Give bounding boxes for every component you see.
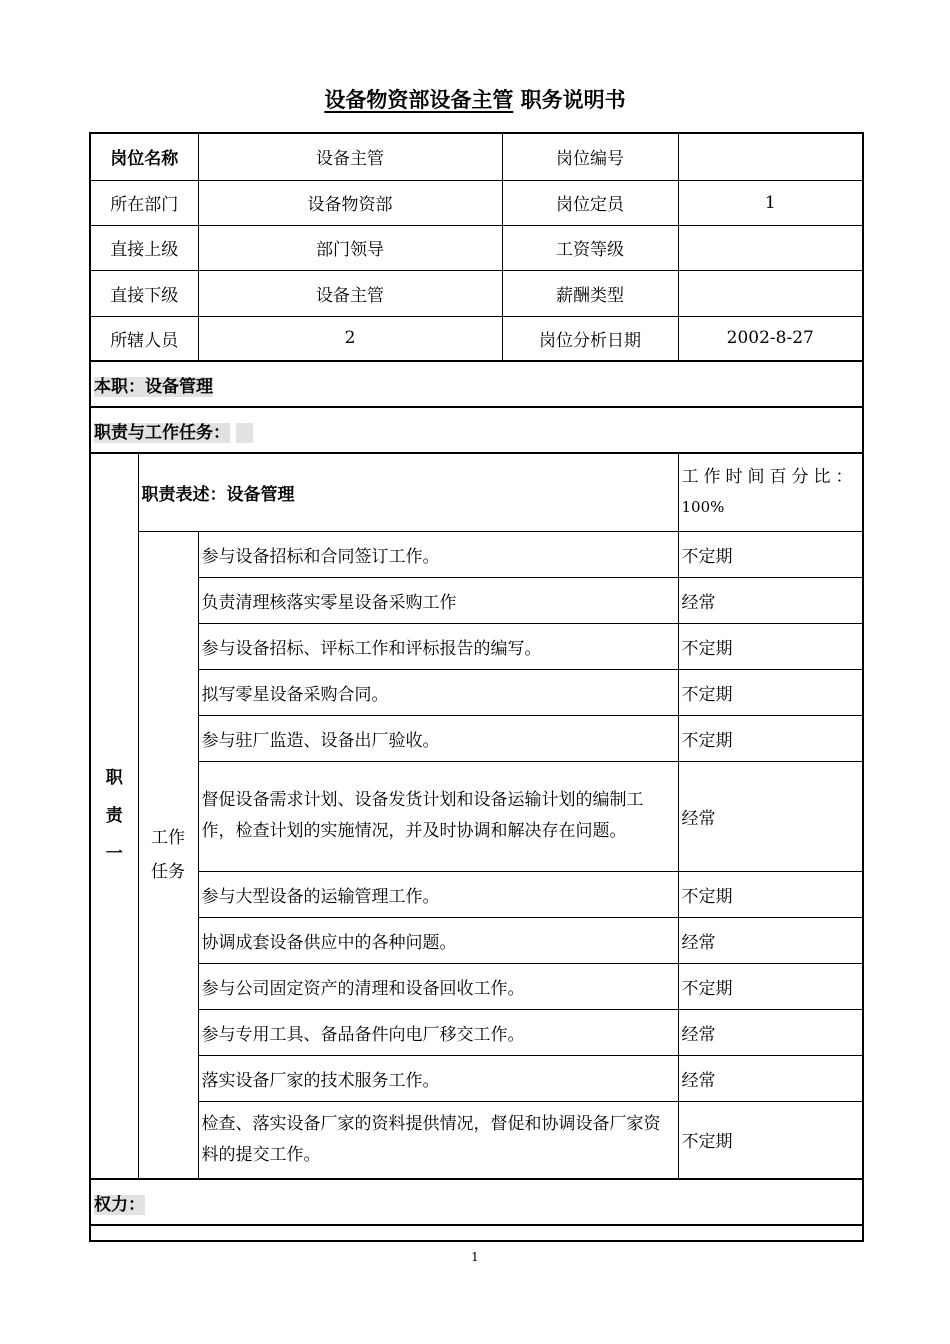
info-label: 岗位名称 — [90, 133, 198, 180]
task-frequency: 经常 — [678, 761, 863, 871]
duty-description: 职责表述：设备管理 — [138, 453, 678, 531]
title-part2: 职务说明书 — [520, 88, 626, 112]
task-row — [90, 963, 863, 1009]
info-label: 所在部门 — [90, 180, 198, 225]
document-title — [0, 84, 950, 114]
info-row — [90, 225, 863, 270]
task-row — [90, 1055, 863, 1101]
task-text: 参与公司固定资产的清理和设备回收工作。 — [198, 963, 678, 1009]
task-frequency: 经常 — [678, 1055, 863, 1101]
info-label: 薪酬类型 — [502, 270, 678, 316]
duty-label-char: 一 — [105, 844, 123, 864]
info-row — [90, 133, 863, 180]
info-value: 设备物资部 — [198, 180, 502, 225]
task-text: 参与专用工具、备品备件向电厂移交工作。 — [198, 1009, 678, 1055]
time-percentage — [678, 453, 863, 531]
task-label-line: 任务 — [151, 861, 185, 882]
task-text: 落实设备厂家的技术服务工作。 — [198, 1055, 678, 1101]
task-frequency: 不定期 — [678, 1101, 863, 1179]
info-label: 直接下级 — [90, 270, 198, 316]
task-frequency: 不定期 — [678, 963, 863, 1009]
info-value: 设备主管 — [198, 270, 502, 316]
task-label — [138, 531, 198, 1179]
info-value: 部门领导 — [198, 225, 502, 270]
info-label: 岗位定员 — [502, 180, 678, 225]
info-value: 2 — [198, 316, 502, 361]
task-text: 检查、落实设备厂家的资料提供情况，督促和协调设备厂家资料的提交工作。 — [198, 1101, 678, 1179]
power-content — [90, 1225, 863, 1241]
task-text: 参与设备招标和合同签订工作。 — [198, 531, 678, 577]
task-frequency: 不定期 — [678, 669, 863, 715]
info-value — [678, 270, 863, 316]
info-label: 直接上级 — [90, 225, 198, 270]
info-value: 2002-8-27 — [678, 316, 863, 361]
duties-header-row — [90, 407, 863, 453]
task-row — [90, 577, 863, 623]
info-label: 岗位分析日期 — [502, 316, 678, 361]
power-content-row — [90, 1225, 863, 1241]
page-number: 1 — [471, 1250, 479, 1264]
task-row — [90, 1101, 863, 1179]
duty-label-char: 职 — [105, 768, 123, 788]
task-row — [90, 917, 863, 963]
task-text: 督促设备需求计划、设备发货计划和设备运输计划的编制工作，检查计划的实施情况，并及时协调和解决存在问题。 — [198, 761, 678, 871]
time-value: 100% — [681, 498, 725, 517]
task-frequency: 经常 — [678, 577, 863, 623]
power-header — [90, 1179, 863, 1225]
duty-label-char: 责 — [105, 806, 123, 826]
task-frequency: 经常 — [678, 917, 863, 963]
duties-header — [90, 407, 863, 453]
task-row — [90, 715, 863, 761]
task-text: 参与驻厂监造、设备出厂验收。 — [198, 715, 678, 761]
info-label: 所辖人员 — [90, 316, 198, 361]
task-text: 负责清理核落实零星设备采购工作 — [198, 577, 678, 623]
task-text: 参与设备招标、评标工作和评标报告的编写。 — [198, 623, 678, 669]
task-text: 协调成套设备供应中的各种问题。 — [198, 917, 678, 963]
info-row — [90, 316, 863, 361]
info-row — [90, 270, 863, 316]
task-row — [90, 531, 863, 577]
main-duty-text: 本职：设备管理 — [94, 376, 213, 397]
task-row — [90, 871, 863, 917]
time-label: 工作时间百分比： — [681, 467, 858, 488]
info-value — [678, 225, 863, 270]
duty-description-row — [90, 453, 863, 531]
task-text: 拟写零星设备采购合同。 — [198, 669, 678, 715]
task-row — [90, 669, 863, 715]
duties-header-text: 职责与工作任务： — [94, 422, 230, 443]
info-row — [90, 180, 863, 225]
task-frequency: 不定期 — [678, 623, 863, 669]
main-duty-row — [90, 361, 863, 407]
main-duty — [90, 361, 863, 407]
info-value: 设备主管 — [198, 133, 502, 180]
task-text: 参与大型设备的运输管理工作。 — [198, 871, 678, 917]
task-row — [90, 761, 863, 871]
info-label: 岗位编号 — [502, 133, 678, 180]
title-part1: 设备物资部设备主管 — [324, 88, 514, 112]
task-frequency: 不定期 — [678, 871, 863, 917]
task-frequency: 不定期 — [678, 715, 863, 761]
task-label-line: 工作 — [151, 827, 185, 848]
task-frequency: 经常 — [678, 1009, 863, 1055]
duty-label — [90, 453, 138, 1179]
power-label: 权力： — [94, 1194, 145, 1215]
power-row — [90, 1179, 863, 1225]
job-description-table — [89, 132, 864, 1242]
task-frequency: 不定期 — [678, 531, 863, 577]
task-row — [90, 1009, 863, 1055]
info-label: 工资等级 — [502, 225, 678, 270]
info-value: 1 — [678, 180, 863, 225]
task-row — [90, 623, 863, 669]
info-value — [678, 133, 863, 180]
